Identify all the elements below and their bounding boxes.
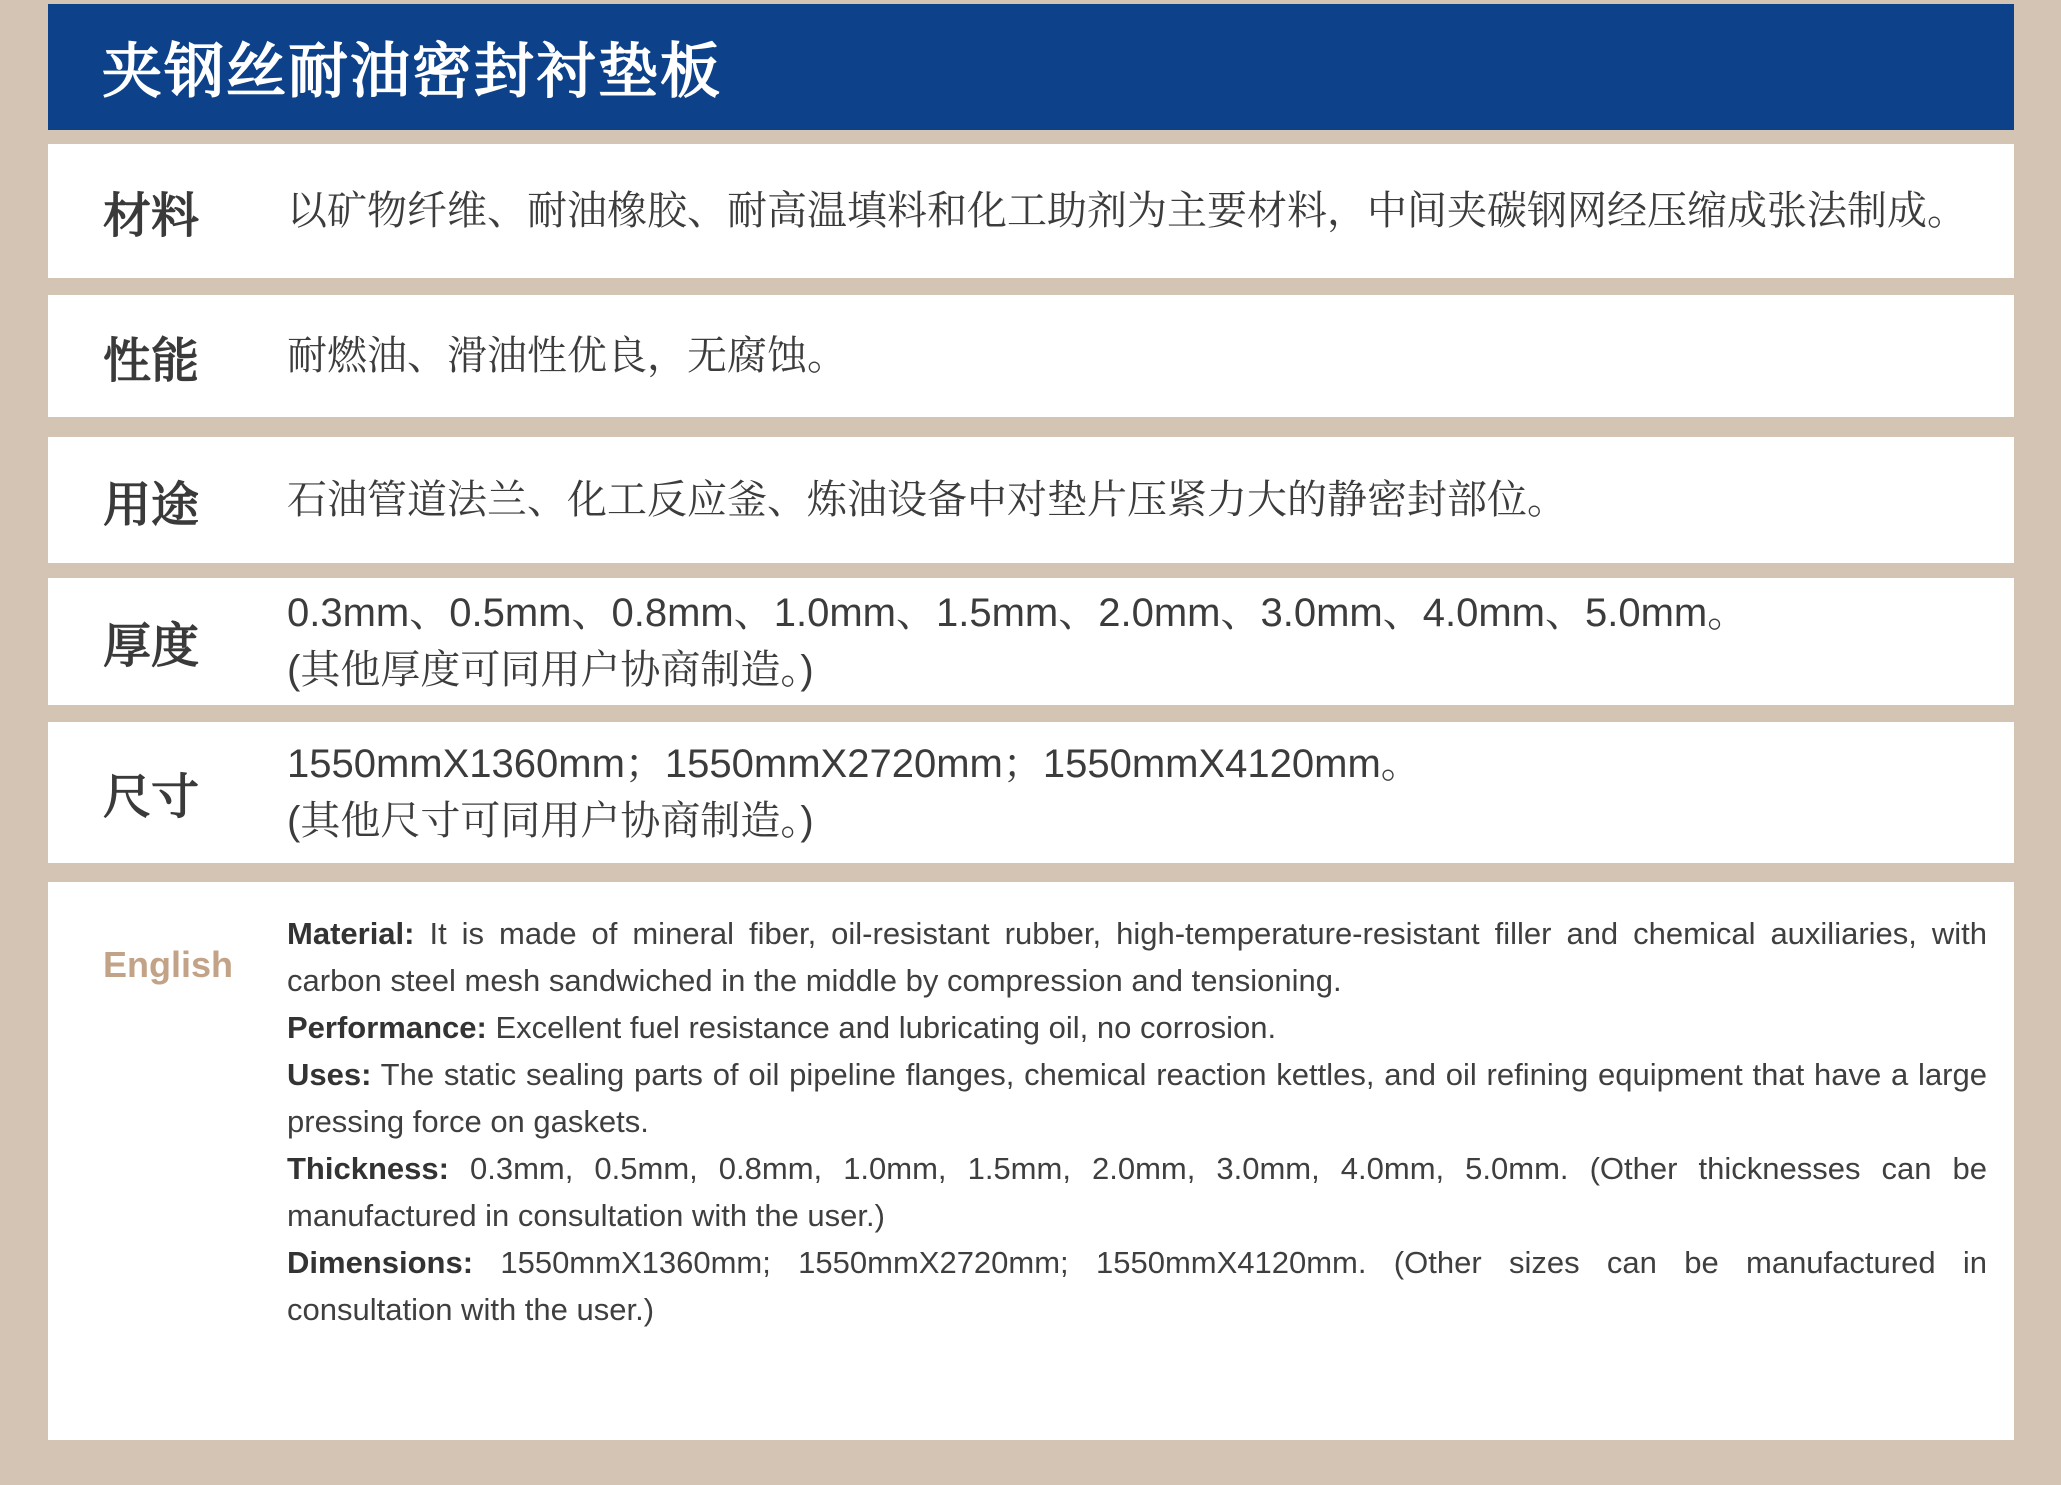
spec-row-english [48, 882, 2014, 1440]
spec-row-material [48, 144, 2014, 278]
paragraph-text: It is made of mineral fiber, oil-resistant rubber, high-temperature-resistant filler and chemical auxiliaries, with carbon steel mesh sandwiched in the middle by compression and tensioning. [287, 916, 1987, 998]
text-line: 0.3mm、0.5mm、0.8mm、1.0mm、1.5mm、2.0mm、3.0mm、4.0mm、5.0mm。 [287, 590, 1748, 635]
spec-row-dimensions [48, 722, 2014, 863]
row-label-thickness: 厚度 [103, 620, 200, 673]
row-content-english [287, 882, 2008, 1333]
row-label-performance: 性能 [103, 334, 200, 388]
paragraph-lead: Uses: [287, 1057, 372, 1092]
row-content-uses [287, 472, 2014, 529]
paragraph-text: 1550mmX1360mm; 1550mmX2720mm; 1550mmX4120mm. (Other sizes can be manufactured in consultation with the user.) [287, 1245, 1987, 1327]
text-line: 以矿物纤维、耐油橡胶、耐高温填料和化工助剂为主要材料，中间夹碳钢网经压缩成张法制成。 [287, 188, 1967, 233]
spec-row-thickness [48, 578, 2014, 705]
page-title: 夹钢丝耐油密封衬垫板 [102, 38, 722, 105]
english-paragraph-performance [287, 1004, 1987, 1051]
text-line: (其他厚度可同用户协商制造。) [287, 647, 814, 692]
title-bar [48, 4, 2014, 130]
english-paragraph-thickness [287, 1145, 1987, 1239]
english-paragraph-dimensions [287, 1239, 1987, 1333]
english-paragraph-uses [287, 1051, 1987, 1145]
text-line: 石油管道法兰、化工反应釜、炼油设备中对垫片压紧力大的静密封部位。 [287, 477, 1567, 522]
row-content-dimensions [287, 736, 2014, 850]
paragraph-lead: Performance: [287, 1010, 487, 1045]
row-label-dimensions: 尺寸 [103, 771, 200, 824]
paragraph-text: 0.3mm, 0.5mm, 0.8mm, 1.0mm, 1.5mm, 2.0mm, 3.0mm, 4.0mm, 5.0mm. (Other thicknesses can be manufactured in consultation with the user.) [287, 1151, 1987, 1233]
english-paragraph-material [287, 910, 1987, 1004]
spec-row-performance [48, 295, 2014, 417]
spec-row-uses [48, 437, 2014, 563]
paragraph-text: Excellent fuel resistance and lubricating oil, no corrosion. [486, 1010, 1277, 1045]
text-line: 1550mmX1360mm；1550mmX2720mm；1550mmX4120mm。 [287, 741, 1421, 786]
row-content-thickness [287, 585, 2014, 699]
paragraph-lead: Dimensions: [287, 1245, 474, 1280]
row-content-material [287, 183, 2014, 240]
row-content-performance [287, 328, 2014, 385]
paragraph-lead: Thickness: [287, 1151, 449, 1186]
text-line: (其他尺寸可同用户协商制造。) [287, 798, 814, 843]
text-line: 耐燃油、滑油性优良，无腐蚀。 [287, 333, 847, 378]
row-label-english: English [103, 944, 234, 985]
paragraph-text: The static sealing parts of oil pipeline flanges, chemical reaction kettles, and oil refining equipment that have a large pressing force on gaskets. [287, 1057, 1987, 1139]
paragraph-lead: Material: [287, 916, 415, 951]
row-label-material: 材料 [103, 189, 200, 243]
row-label-uses: 用途 [103, 478, 200, 532]
